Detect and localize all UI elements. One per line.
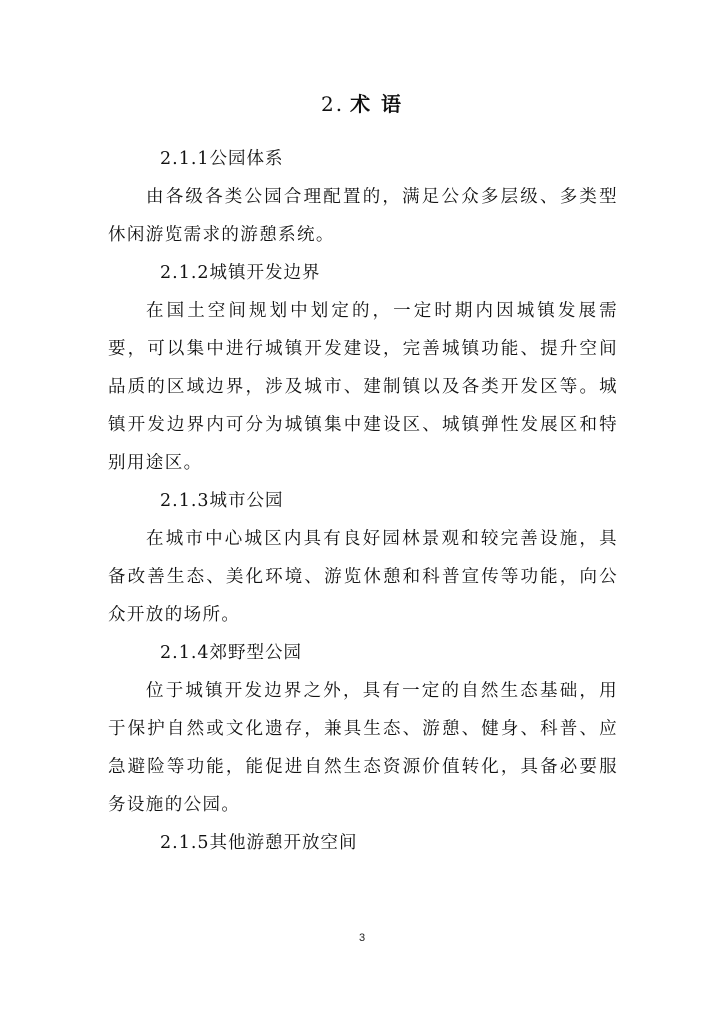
- term-heading-city-park: 2.1.3城市公园: [160, 491, 284, 511]
- term-definition-urban-development-boundary: 在国土空间规划中划定的，一定时期内因城镇发展需要，可以集中进行城镇开发建设，完善城镇功能、提升空间品质的区域边界，涉及城市、建制镇以及各类开发区等。城镇开发边界内可分为城镇集中建设区、城镇弹性发展区和特别用途区。: [108, 301, 618, 473]
- page-number: 3: [358, 932, 366, 944]
- term-heading-urban-development-boundary: 2.1.2城镇开发边界: [160, 263, 321, 283]
- term-definition-park-system: 由各级各类公园合理配置的，满足公众多层级、多类型休闲游览需求的游憩系统。: [108, 187, 618, 245]
- chapter-title: [0, 88, 724, 117]
- term-heading-country-park: 2.1.4郊野型公园: [160, 643, 303, 663]
- chapter-number: 2.: [320, 92, 345, 116]
- terms-section: [108, 140, 618, 862]
- term-definition-country-park: 位于城镇开发边界之外，具有一定的自然生态基础，用于保护自然或文化遗存，兼具生态、游憩、健身、科普、应急避险等功能，能促进自然生态资源价值转化，具备必要服务设施的公园。: [108, 681, 618, 815]
- term-definition-city-park: 在城市中心城区内具有良好园林景观和较完善设施，具备改善生态、美化环境、游览休憩和科普宣传等功能，向公众开放的场所。: [108, 529, 618, 625]
- chapter-title-text: 术 语: [350, 92, 404, 116]
- term-heading-park-system: 2.1.1公园体系: [160, 149, 284, 169]
- term-heading-other-open-space: 2.1.5其他游憩开放空间: [160, 833, 358, 853]
